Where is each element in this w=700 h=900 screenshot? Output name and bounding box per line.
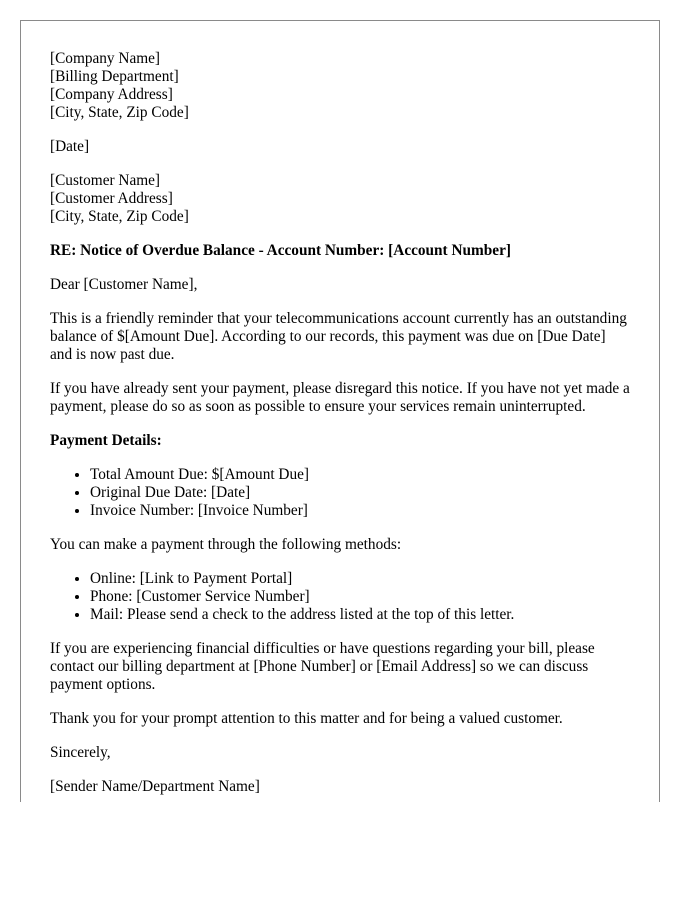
payment-details-list bbox=[50, 466, 630, 520]
sender-company-name: [Company Name] bbox=[50, 50, 161, 67]
payment-detail-item: • Total Amount Due: $[Amount Due] bbox=[90, 466, 630, 484]
payment-methods-intro: You can make a payment through the following methods: bbox=[50, 536, 402, 553]
thanks-paragraph: Thank you for your prompt attention to this matter and for being a valued customer. bbox=[50, 710, 563, 727]
recipient-block bbox=[50, 172, 630, 226]
letter-date: [Date] bbox=[50, 138, 90, 155]
payment-details-title: Payment Details: bbox=[50, 432, 162, 449]
sender-block bbox=[50, 50, 630, 122]
payment-method-item: • Mail: Please send a check to the address listed at the top of this letter. bbox=[90, 606, 630, 624]
letter-content bbox=[50, 50, 630, 802]
letter-page bbox=[20, 20, 660, 802]
recipient-name: [Customer Name] bbox=[50, 172, 161, 189]
recipient-city-state-zip: [City, State, Zip Code] bbox=[50, 208, 189, 225]
signature: [Sender Name/Department Name] bbox=[50, 778, 260, 795]
intro-paragraph: This is a friendly reminder that your telecommunications account currently has an outstanding balance of $[Amount Due]. According to our records, this payment was due on [Due Date] and is now past due. bbox=[50, 310, 627, 363]
payment-detail-item: • Original Due Date: [Date] bbox=[90, 484, 630, 502]
payment-detail-item: • Invoice Number: [Invoice Number] bbox=[90, 502, 630, 520]
closing: Sincerely, bbox=[50, 744, 111, 761]
payment-method-item: • Online: [Link to Payment Portal] bbox=[90, 570, 630, 588]
sender-city-state-zip: [City, State, Zip Code] bbox=[50, 104, 189, 121]
disregard-paragraph: If you have already sent your payment, please disregard this notice. If you have not yet made a payment, please do so as soon as possible to ensure your services remain uninterrupted. bbox=[50, 380, 630, 415]
payment-method-item: • Phone: [Customer Service Number] bbox=[90, 588, 630, 606]
subject-line: RE: Notice of Overdue Balance - Account Number: [Account Number] bbox=[50, 242, 511, 259]
sender-department: [Billing Department] bbox=[50, 68, 179, 85]
difficulties-paragraph: If you are experiencing financial difficulties or have questions regarding your bill, please contact our billing department at [Phone Number] or [Email Address] so we can discuss payment options. bbox=[50, 640, 595, 693]
sender-address: [Company Address] bbox=[50, 86, 173, 103]
payment-methods-list bbox=[50, 570, 630, 624]
recipient-address: [Customer Address] bbox=[50, 190, 173, 207]
salutation: Dear [Customer Name], bbox=[50, 276, 198, 293]
